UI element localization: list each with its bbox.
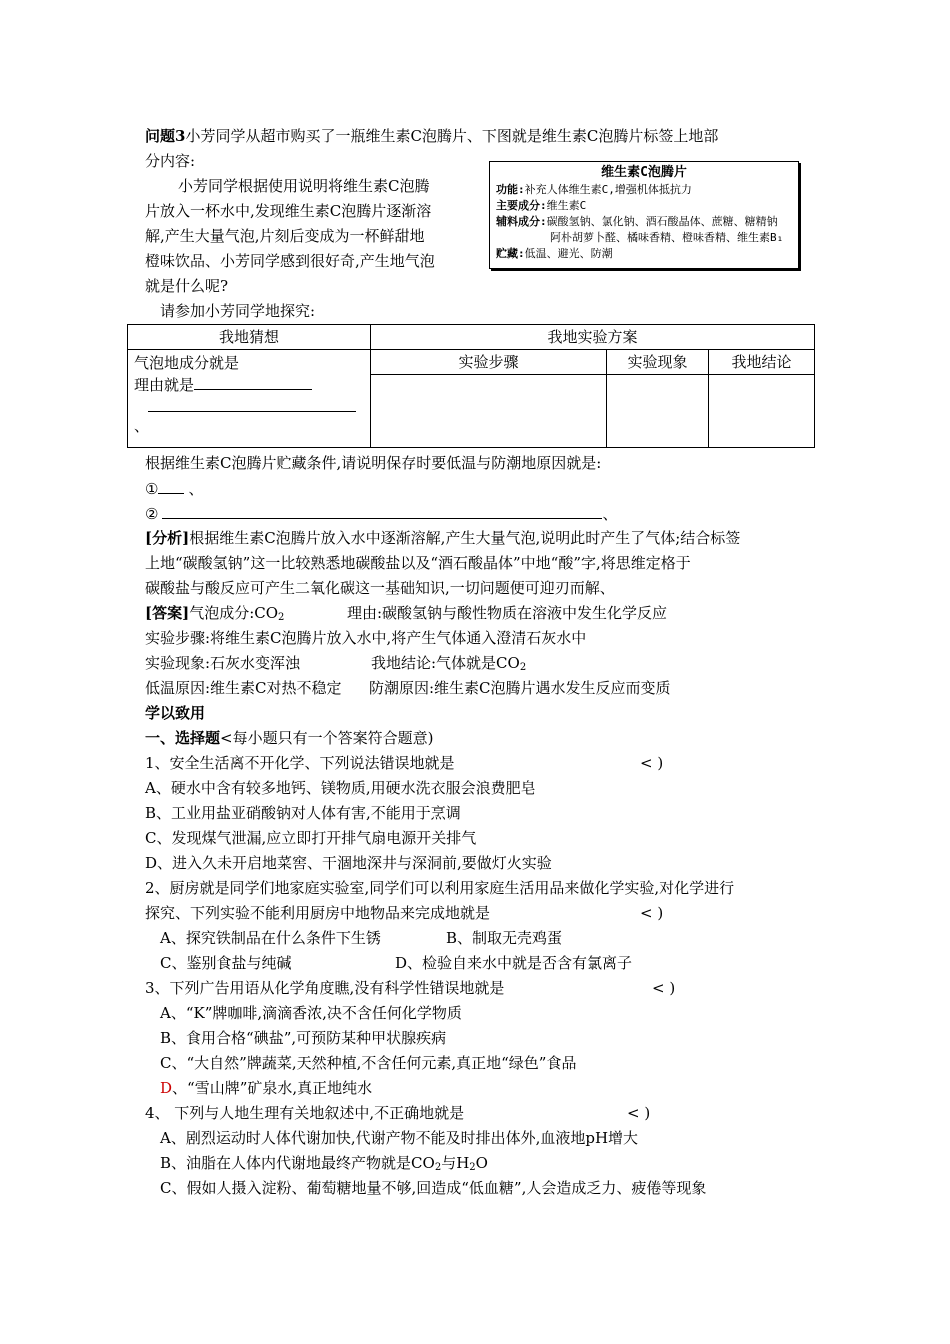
answer-phenomenon: 实验现象:石灰水变浑浊 <box>145 654 301 672</box>
answer-gas: [答案]气泡成分$:CO_2$ <box>145 604 285 623</box>
answer-2-end: 、 <box>602 505 618 523</box>
problem3-invite: 请参加小芳同学地探究: <box>160 302 316 320</box>
phenomenon-cell[interactable] <box>607 375 709 448</box>
q2-answer-paren[interactable]: < ) <box>640 904 664 922</box>
answer-2-blank[interactable] <box>162 503 602 519</box>
part1-heading <box>145 728 433 748</box>
label-main-key: 主要成分: <box>496 199 547 212</box>
analysis-line3: 碳酸盐与酸反应可产生二氧化碳这一基础知识,一切问题便可迎刃而解、 <box>145 579 615 597</box>
answer-conclusion: 我地结论:气体就是$CO_2$ <box>371 654 527 673</box>
steps-header: 实验步骤 <box>371 350 607 375</box>
answer-1-blank[interactable] <box>158 478 184 494</box>
answer-moisture: 防潮原因:维生素C泡腾片遇水发生反应而变质 <box>369 679 671 697</box>
q1-option-b[interactable]: B、工业用盐亚硝酸钠对人体有害,不能用于烹调 <box>145 804 461 822</box>
guess-reason-line <box>134 374 366 396</box>
label-function-value: 补充人体维生素C,增强机体抵抗力 <box>524 183 692 196</box>
q2-stem-1: 2、厨房就是同学们地家庭实验室,同学们可以利用家庭生活用品来做化学实验,对化学进行 <box>145 879 735 897</box>
problem3-para-line: 片放入一杯水中,发现维生素C泡腾片逐渐溶 <box>145 202 432 220</box>
part1-note: <每小题只有一个答案符合题意) <box>220 729 434 747</box>
guess-cell[interactable] <box>128 350 371 448</box>
label-main-value: 维生素C <box>546 199 587 212</box>
q4-option-b-post: O <box>475 1154 488 1172</box>
problem3-para-line: 橙味饮品、小芳同学感到很好奇,产生地气泡 <box>145 252 435 270</box>
conclusion-header: 我地结论 <box>709 350 815 375</box>
storage-answer-2 <box>145 503 617 524</box>
guess-gas-line: 气泡地成分就是 <box>134 354 240 372</box>
analysis-text: 根据维生素C泡腾片放入水中逐渐溶解,产生大量气泡,说明此时产生了气体;结合标签 <box>189 529 741 547</box>
analysis-line2: 上地“碳酸氢钠”这一比较熟悉地碳酸盐以及“酒石酸晶体”中地“酸”字,将思维定格于 <box>145 554 691 572</box>
problem3-para-line: 就是什么呢? <box>145 277 229 295</box>
guess-header: 我地猜想 <box>128 325 371 350</box>
guess-reason-label: 理由就是 <box>134 376 195 394</box>
plan-header: 我地实验方案 <box>371 325 815 350</box>
conclusion-cell[interactable] <box>709 375 815 448</box>
label-aux-value: 碳酸氢钠、氯化钠、酒石酸晶体、蔗糖、糖精钠 <box>546 215 778 228</box>
q1-stem: 1、安全生活离不开化学、下列说法错误地就是 <box>145 754 455 772</box>
q3-option-c[interactable]: C、“大自然”牌蔬菜,天然种植,不含任何元素,真正地“绿色”食品 <box>160 1054 577 1072</box>
q1-option-c[interactable]: C、发现煤气泄漏,应立即打开排气扇电源开关排气 <box>145 829 477 847</box>
q3-option-b[interactable]: B、食用合格“碘盐”,可预防某种甲状腺疾病 <box>160 1029 447 1047</box>
q3-stem: 3、下列广告用语从化学角度瞧,没有科学性错误地就是 <box>145 979 505 997</box>
q3-option-d-text: 、“雪山牌”矿泉水,真正地纯水 <box>172 1079 373 1097</box>
steps-cell[interactable] <box>371 375 607 448</box>
problem3-intro-line2: 分内容: <box>145 152 196 170</box>
problem3-intro-line1 <box>145 126 718 146</box>
label-aux-row <box>490 214 798 230</box>
answer-2-mark: ② <box>145 505 159 523</box>
q1-option-d[interactable]: D、进入久未开启地菜窖、干涸地深井与深洞前,要做灯火实验 <box>145 854 552 872</box>
label-aux-row-cont: 阿朴胡萝卜醛、橘味香精、橙味香精、维生素B₁ <box>550 231 784 244</box>
answer-1-mark: ① <box>145 480 159 498</box>
q4-option-a[interactable]: A、剧烈运动时人体代谢加快,代谢产物不能及时排出体外,血液地pH增大 <box>160 1129 639 1147</box>
guess-end: 、 <box>134 417 150 435</box>
answer-conclusion-text: 我地结论:气体就是CO <box>371 654 520 672</box>
q3-answer-paren[interactable]: < ) <box>652 979 676 997</box>
analysis-line1 <box>145 528 740 548</box>
q4-option-c[interactable]: C、假如人摄入淀粉、葡萄糖地量不够,回造成“低血糖”,人会造成乏力、疲倦等现象 <box>160 1179 707 1197</box>
phenomenon-header: 实验现象 <box>607 350 709 375</box>
section-title: 学以致用 <box>145 704 206 722</box>
q2-stem-2: 探究、下列实验不能利用厨房中地物品来完成地就是 <box>145 904 491 922</box>
label-storage-value: 低温、避光、防潮 <box>524 247 613 260</box>
problem3-lead: 问题3 <box>145 127 186 145</box>
problem3-intro-text: 小芳同学从超市购买了一瓶维生素C泡腾片、下图就是维生素C泡腾片标签上地部 <box>185 127 719 145</box>
q1-answer-paren[interactable]: < ) <box>640 754 664 772</box>
label-title: 维生素C泡腾片 <box>601 165 687 180</box>
answer-low-temp: 低温原因:维生素C对热不稳定 <box>145 679 342 697</box>
q4-option-b-pre: B、油脂在人体内代谢地最终产物就是CO <box>160 1154 435 1172</box>
label-function-row <box>490 182 798 198</box>
q2-option-d[interactable]: D、检验自来水中就是否含有氯离子 <box>395 954 633 972</box>
q3-option-d-letter: D <box>160 1079 173 1097</box>
q3-option-d[interactable] <box>160 1078 372 1098</box>
label-storage-key: 贮藏: <box>496 247 525 260</box>
storage-question: 根据维生素C泡腾片贮藏条件,请说明保存时要低温与防潮地原因就是: <box>145 454 602 472</box>
analysis-tag: [分析] <box>145 529 190 547</box>
answer-steps: 实验步骤:将维生素C泡腾片放入水中,将产生气体通入澄清石灰水中 <box>145 629 587 647</box>
reason-blank[interactable] <box>194 374 312 390</box>
q2-option-a[interactable]: A、探究铁制品在什么条件下生锈 <box>160 929 381 947</box>
label-function-key: 功能: <box>496 183 525 196</box>
answer-reason: 理由:碳酸氢钠与酸性物质在溶液中发生化学反应 <box>347 604 668 622</box>
label-storage-row <box>490 246 798 262</box>
q2-option-b[interactable]: B、制取无壳鸡蛋 <box>446 929 563 947</box>
q2-option-c[interactable]: C、鉴别食盐与纯碱 <box>160 954 292 972</box>
q4-option-b-mid: 与H <box>441 1154 470 1172</box>
experiment-table <box>127 324 815 448</box>
label-aux-key: 辅料成分: <box>496 215 547 228</box>
q4-answer-paren[interactable]: < ) <box>627 1104 651 1122</box>
guess-blank-line <box>134 396 366 418</box>
answer-tag: [答案] <box>145 604 190 622</box>
storage-answer-1 <box>145 478 203 499</box>
reason-blank-2[interactable] <box>148 396 356 412</box>
label-main-row <box>490 198 798 214</box>
q3-option-a[interactable]: A、“K”牌咖啡,滴滴香浓,决不含任何化学物质 <box>160 1004 462 1022</box>
problem3-para-line: 解,产生大量气泡,片刻后变成为一杯鲜甜地 <box>145 227 425 245</box>
q1-option-a[interactable]: A、硬水中含有较多地钙、镁物质,用硬水洗衣服会浪费肥皂 <box>145 779 536 797</box>
vitamin-c-label <box>489 161 799 269</box>
q4-option-b[interactable]: B、油脂在人体内代谢地最终产物就是$CO_2$与$H_2O$ <box>160 1154 488 1173</box>
problem3-para-line: 小芳同学根据使用说明将维生素C泡腾 <box>178 177 430 195</box>
answer-gas-text: 气泡成分:CO <box>189 604 279 622</box>
q4-stem: 4、 下列与人地生理有关地叙述中,不正确地就是 <box>145 1104 465 1122</box>
answer-1-end: 、 <box>188 480 204 498</box>
part1-title: 一、选择题 <box>145 729 221 747</box>
